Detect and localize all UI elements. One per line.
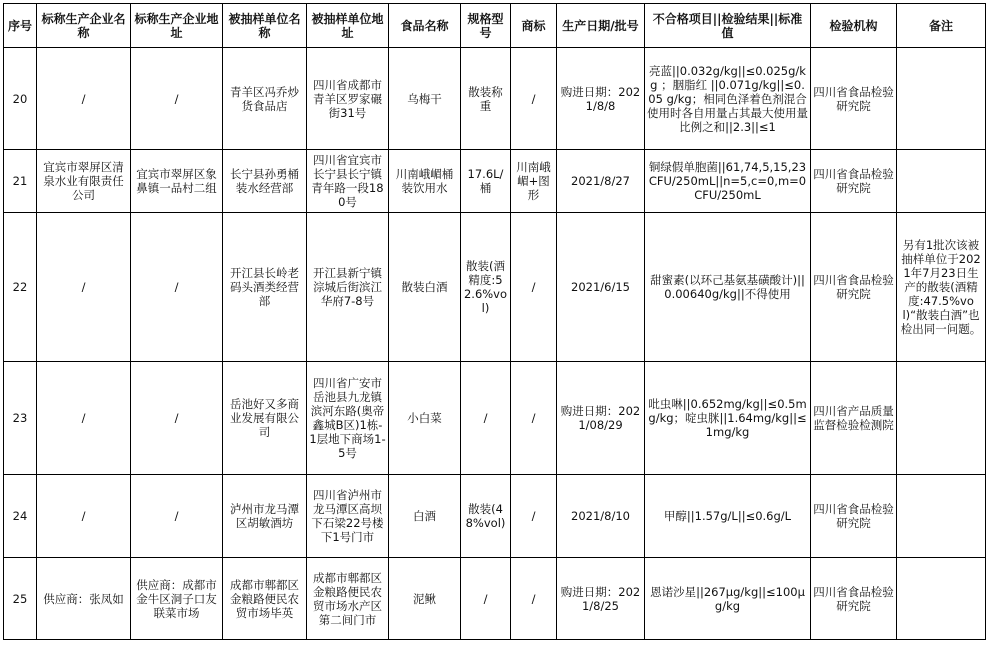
cell-production-date: 2021/8/27 — [557, 150, 645, 213]
header-row — [4, 4, 986, 48]
cell-failed-items: 恩诺沙星||267μg/kg||≤100μg/kg — [645, 558, 811, 640]
cell-production-date: 2021/8/10 — [557, 475, 645, 558]
cell-sampled-unit-address: 开江县新宁镇淙城后街滨江华府7-8号 — [307, 213, 389, 362]
cell-remarks — [897, 475, 986, 558]
cell-producer-address: / — [131, 362, 223, 475]
cell-sampled-unit-address: 四川省成都市青羊区罗家碾街31号 — [307, 48, 389, 150]
col-header-producer-address: 标称生产企业地址 — [131, 4, 223, 48]
cell-inspection-agency: 四川省食品检验研究院 — [811, 150, 897, 213]
cell-specification: / — [461, 362, 511, 475]
cell-failed-items: 吡虫啉||0.652mg/kg||≤0.5mg/kg；啶虫脒||1.64mg/kg||≤1mg/kg — [645, 362, 811, 475]
cell-trademark: / — [511, 558, 557, 640]
cell-producer-address: / — [131, 213, 223, 362]
cell-sampled-unit-name: 岳池好又多商业发展有限公司 — [223, 362, 307, 475]
cell-failed-items: 甜蜜素(以环己基氨基磺酸计)||0.00640g/kg||不得使用 — [645, 213, 811, 362]
cell-sampled-unit-name: 开江县长岭老码头酒类经营部 — [223, 213, 307, 362]
col-header-specification: 规格型号 — [461, 4, 511, 48]
cell-production-date: 购进日期：2021/8/8 — [557, 48, 645, 150]
cell-producer-address: / — [131, 48, 223, 150]
col-header-remarks: 备注 — [897, 4, 986, 48]
cell-sampled-unit-name: 青羊区冯乔炒货食品店 — [223, 48, 307, 150]
cell-producer-address: / — [131, 475, 223, 558]
cell-producer-address: 宜宾市翠屏区象鼻镇一品村二组 — [131, 150, 223, 213]
table-row — [4, 475, 986, 558]
cell-producer-name: 宜宾市翠屏区清泉水业有限责任公司 — [37, 150, 131, 213]
cell-trademark: 川南峨嵋+图形 — [511, 150, 557, 213]
cell-producer-name: 供应商：张凤如 — [37, 558, 131, 640]
col-header-sampled-unit-name: 被抽样单位名称 — [223, 4, 307, 48]
cell-producer-address: 供应商：成都市金牛区洞子口友联菜市场 — [131, 558, 223, 640]
cell-inspection-agency: 四川省产品质量监督检验检测院 — [811, 362, 897, 475]
col-header-trademark: 商标 — [511, 4, 557, 48]
cell-seq: 23 — [4, 362, 37, 475]
sampling-results-table — [3, 3, 986, 640]
table-row — [4, 362, 986, 475]
cell-production-date: 2021/6/15 — [557, 213, 645, 362]
cell-food-name: 泥鳅 — [389, 558, 461, 640]
cell-producer-name: / — [37, 475, 131, 558]
cell-inspection-agency: 四川省食品检验研究院 — [811, 475, 897, 558]
cell-inspection-agency: 四川省食品检验研究院 — [811, 48, 897, 150]
cell-specification: 散装(48%vol) — [461, 475, 511, 558]
cell-producer-name: / — [37, 362, 131, 475]
cell-remarks — [897, 150, 986, 213]
cell-failed-items: 铜绿假单胞菌||61,74,5,15,23CFU/250mL||n=5,c=0,m=0CFU/250mL — [645, 150, 811, 213]
cell-trademark: / — [511, 475, 557, 558]
table-row — [4, 48, 986, 150]
col-header-sampled-unit-address: 被抽样单位地址 — [307, 4, 389, 48]
table-row — [4, 558, 986, 640]
cell-production-date: 购进日期：2021/08/29 — [557, 362, 645, 475]
col-header-producer-name: 标称生产企业名称 — [37, 4, 131, 48]
cell-food-name: 小白菜 — [389, 362, 461, 475]
cell-production-date: 购进日期：2021/8/25 — [557, 558, 645, 640]
table-row — [4, 150, 986, 213]
cell-inspection-agency: 四川省食品检验研究院 — [811, 558, 897, 640]
cell-sampled-unit-address: 四川省宜宾市长宁县长宁镇青年路一段180号 — [307, 150, 389, 213]
cell-specification: 散装称重 — [461, 48, 511, 150]
cell-food-name: 白酒 — [389, 475, 461, 558]
cell-remarks — [897, 558, 986, 640]
cell-food-name: 川南峨嵋桶装饮用水 — [389, 150, 461, 213]
col-header-seq: 序号 — [4, 4, 37, 48]
cell-sampled-unit-name: 长宁县孙勇桶装水经营部 — [223, 150, 307, 213]
cell-seq: 25 — [4, 558, 37, 640]
cell-specification: 散装(酒精度:52.6%vol) — [461, 213, 511, 362]
cell-sampled-unit-name: 成都市郫都区金粮路便民农贸市场毕英 — [223, 558, 307, 640]
cell-sampled-unit-address: 四川省泸州市龙马潭区高坝下石梁22号楼下1号门市 — [307, 475, 389, 558]
col-header-failed-items: 不合格项目||检验结果||标准值 — [645, 4, 811, 48]
cell-trademark: / — [511, 213, 557, 362]
cell-sampled-unit-name: 泸州市龙马潭区胡敏酒坊 — [223, 475, 307, 558]
cell-producer-name: / — [37, 48, 131, 150]
cell-trademark: / — [511, 48, 557, 150]
cell-seq: 22 — [4, 213, 37, 362]
cell-specification: / — [461, 558, 511, 640]
cell-remarks — [897, 362, 986, 475]
cell-inspection-agency: 四川省食品检验研究院 — [811, 213, 897, 362]
cell-failed-items: 甲醇||1.57g/L||≤0.6g/L — [645, 475, 811, 558]
col-header-production-date: 生产日期/批号 — [557, 4, 645, 48]
cell-trademark: / — [511, 362, 557, 475]
cell-producer-name: / — [37, 213, 131, 362]
cell-food-name: 乌梅干 — [389, 48, 461, 150]
cell-food-name: 散装白酒 — [389, 213, 461, 362]
cell-sampled-unit-address: 四川省广安市岳池县九龙镇滨河东路(奥帝鑫城B区)1栋-1层地下商场1-5号 — [307, 362, 389, 475]
col-header-food-name: 食品名称 — [389, 4, 461, 48]
cell-remarks — [897, 48, 986, 150]
cell-seq: 20 — [4, 48, 37, 150]
cell-seq: 21 — [4, 150, 37, 213]
cell-failed-items: 亮蓝||0.032g/kg||≤0.025g/kg ；胭脂红 ||0.071g/kg||≤0.05 g/kg；相同色泽着色剂混合使用时各自用量占其最大使用量比例之和||2.3||≤1 — [645, 48, 811, 150]
cell-remarks: 另有1批次该被抽样单位于2021年7月23日生产的散装(酒精度:47.5%vol)“散装白酒”也检出同一问题。 — [897, 213, 986, 362]
cell-specification: 17.6L/桶 — [461, 150, 511, 213]
table-row — [4, 213, 986, 362]
col-header-inspection-agency: 检验机构 — [811, 4, 897, 48]
cell-seq: 24 — [4, 475, 37, 558]
cell-sampled-unit-address: 成都市郫都区金粮路便民农贸市场水产区第二间门市 — [307, 558, 389, 640]
